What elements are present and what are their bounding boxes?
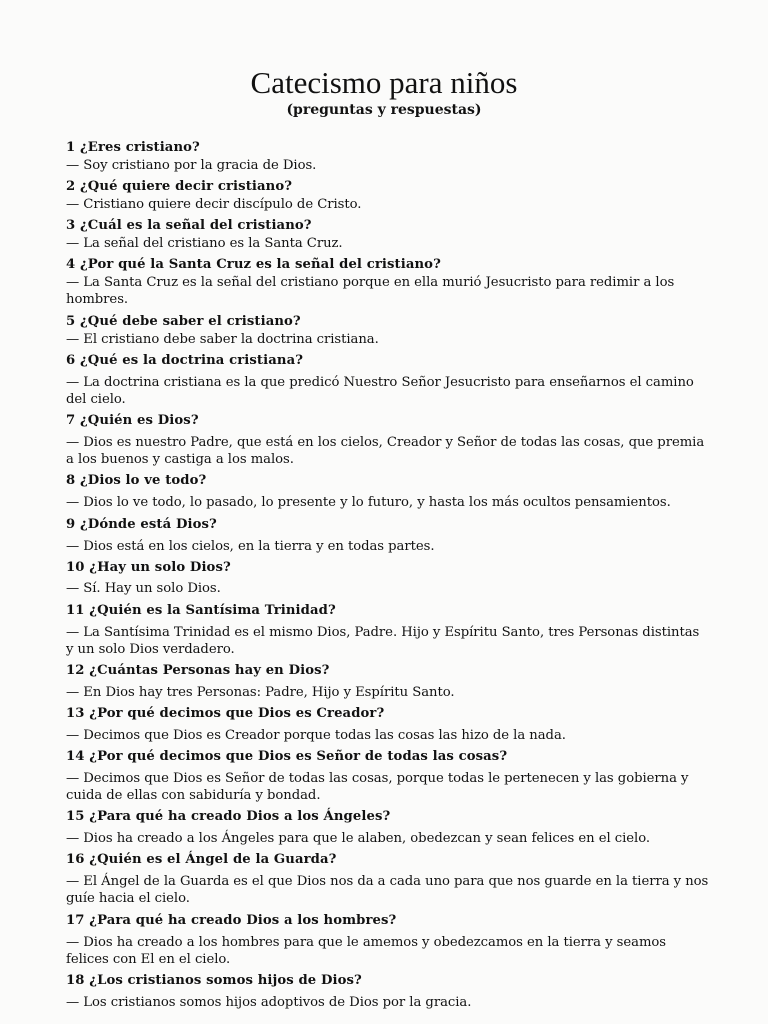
qa-item-14 [66,747,710,804]
answer-10: — Sí. Hay un solo Dios. [66,581,221,596]
question-18: 18 ¿Los cristianos somos hijos de Dios? [66,973,362,988]
qa-item-9 [66,515,710,555]
question-3: 3 ¿Cuál es la señal del cristiano? [66,218,312,233]
answer-8: — Dios lo ve todo, lo pasado, lo presente y lo futuro, y hasta los más ocultos pensamientos. [66,495,671,510]
qa-item-6 [66,351,710,408]
answer-17: — Dios ha creado a los hombres para que le amemos y obedezcamos en la tierra y seamos felices con El en el cielo. [66,935,667,967]
answer-14: — Decimos que Dios es Señor de todas las cosas, porque todas le pertenecen y las gobierna y cuida de ellas con sabiduría y bondad. [66,771,689,803]
question-12: 12 ¿Cuántas Personas hay en Dios? [66,663,330,678]
answer-9: — Dios está en los cielos, en la tierra y en todas partes. [66,539,435,554]
document-title: Catecismo para niños [250,65,518,100]
qa-item-18 [66,971,710,1011]
answer-16: — El Ángel de la Guarda es el que Dios nos da a cada uno para que nos guarde en la tierra y nos guíe hacia el cielo. [66,874,709,906]
qa-item-15 [66,807,710,847]
document-subtitle: (preguntas y respuestas) [286,102,482,118]
answer-2: — Cristiano quiere decir discípulo de Cristo. [66,197,362,212]
question-15: 15 ¿Para qué ha creado Dios a los Ángeles? [66,809,391,824]
question-13: 13 ¿Por qué decimos que Dios es Creador? [66,706,385,721]
answer-4: — La Santa Cruz es la señal del cristiano porque en ella murió Jesucristo para redimir a los hombres. [66,275,675,307]
question-10: 10 ¿Hay un solo Dios? [66,560,231,575]
question-5: 5 ¿Qué debe saber el cristiano? [66,314,301,329]
qa-item-17 [66,911,710,968]
qa-item-16 [66,850,710,907]
qa-item-10 [66,558,710,597]
answer-5: — El cristiano debe saber la doctrina cristiana. [66,332,379,347]
answer-11: — La Santísima Trinidad es el mismo Dios, Padre. Hijo y Espíritu Santo, tres Personas distintas y un solo Dios verdadero. [66,625,700,657]
question-8: 8 ¿Dios lo ve todo? [66,473,207,488]
qa-item-12 [66,661,710,701]
question-16: 16 ¿Quién es el Ángel de la Guarda? [66,852,337,867]
question-17: 17 ¿Para qué ha creado Dios a los hombres? [66,913,397,928]
question-9: 9 ¿Dónde está Dios? [66,517,217,532]
qa-item-2 [66,177,710,213]
answer-1: — Soy cristiano por la gracia de Dios. [66,158,317,173]
question-7: 7 ¿Quién es Dios? [66,413,199,428]
question-1: 1 ¿Eres cristiano? [66,140,200,155]
question-11: 11 ¿Quién es la Santísima Trinidad? [66,603,336,618]
answer-7: — Dios es nuestro Padre, que está en los cielos, Creador y Señor de todas las cosas, que premia a los buenos y castiga a los malos. [66,435,705,467]
answer-6: — La doctrina cristiana es la que predicó Nuestro Señor Jesucristo para enseñarnos el camino del cielo. [66,375,694,407]
question-2: 2 ¿Qué quiere decir cristiano? [66,179,293,194]
answer-18: — Los cristianos somos hijos adoptivos de Dios por la gracia. [66,995,472,1010]
question-14: 14 ¿Por qué decimos que Dios es Señor de todas las cosas? [66,749,508,764]
qa-item-5 [66,312,710,348]
answer-3: — La señal del cristiano es la Santa Cruz. [66,236,343,251]
qa-item-1 [66,138,710,174]
qa-item-4 [66,255,710,308]
qa-item-11 [66,601,710,658]
answer-12: — En Dios hay tres Personas: Padre, Hijo y Espíritu Santo. [66,685,455,700]
qa-item-7 [66,411,710,468]
qa-item-3 [66,216,710,252]
qa-item-13 [66,704,710,744]
question-6: 6 ¿Qué es la doctrina cristiana? [66,353,304,368]
question-4: 4 ¿Por qué la Santa Cruz es la señal del cristiano? [66,257,441,272]
answer-15: — Dios ha creado a los Ángeles para que le alaben, obedezcan y sean felices en el cielo. [66,831,651,846]
qa-item-8 [66,471,710,511]
answer-13: — Decimos que Dios es Creador porque todas las cosas las hizo de la nada. [66,728,566,743]
